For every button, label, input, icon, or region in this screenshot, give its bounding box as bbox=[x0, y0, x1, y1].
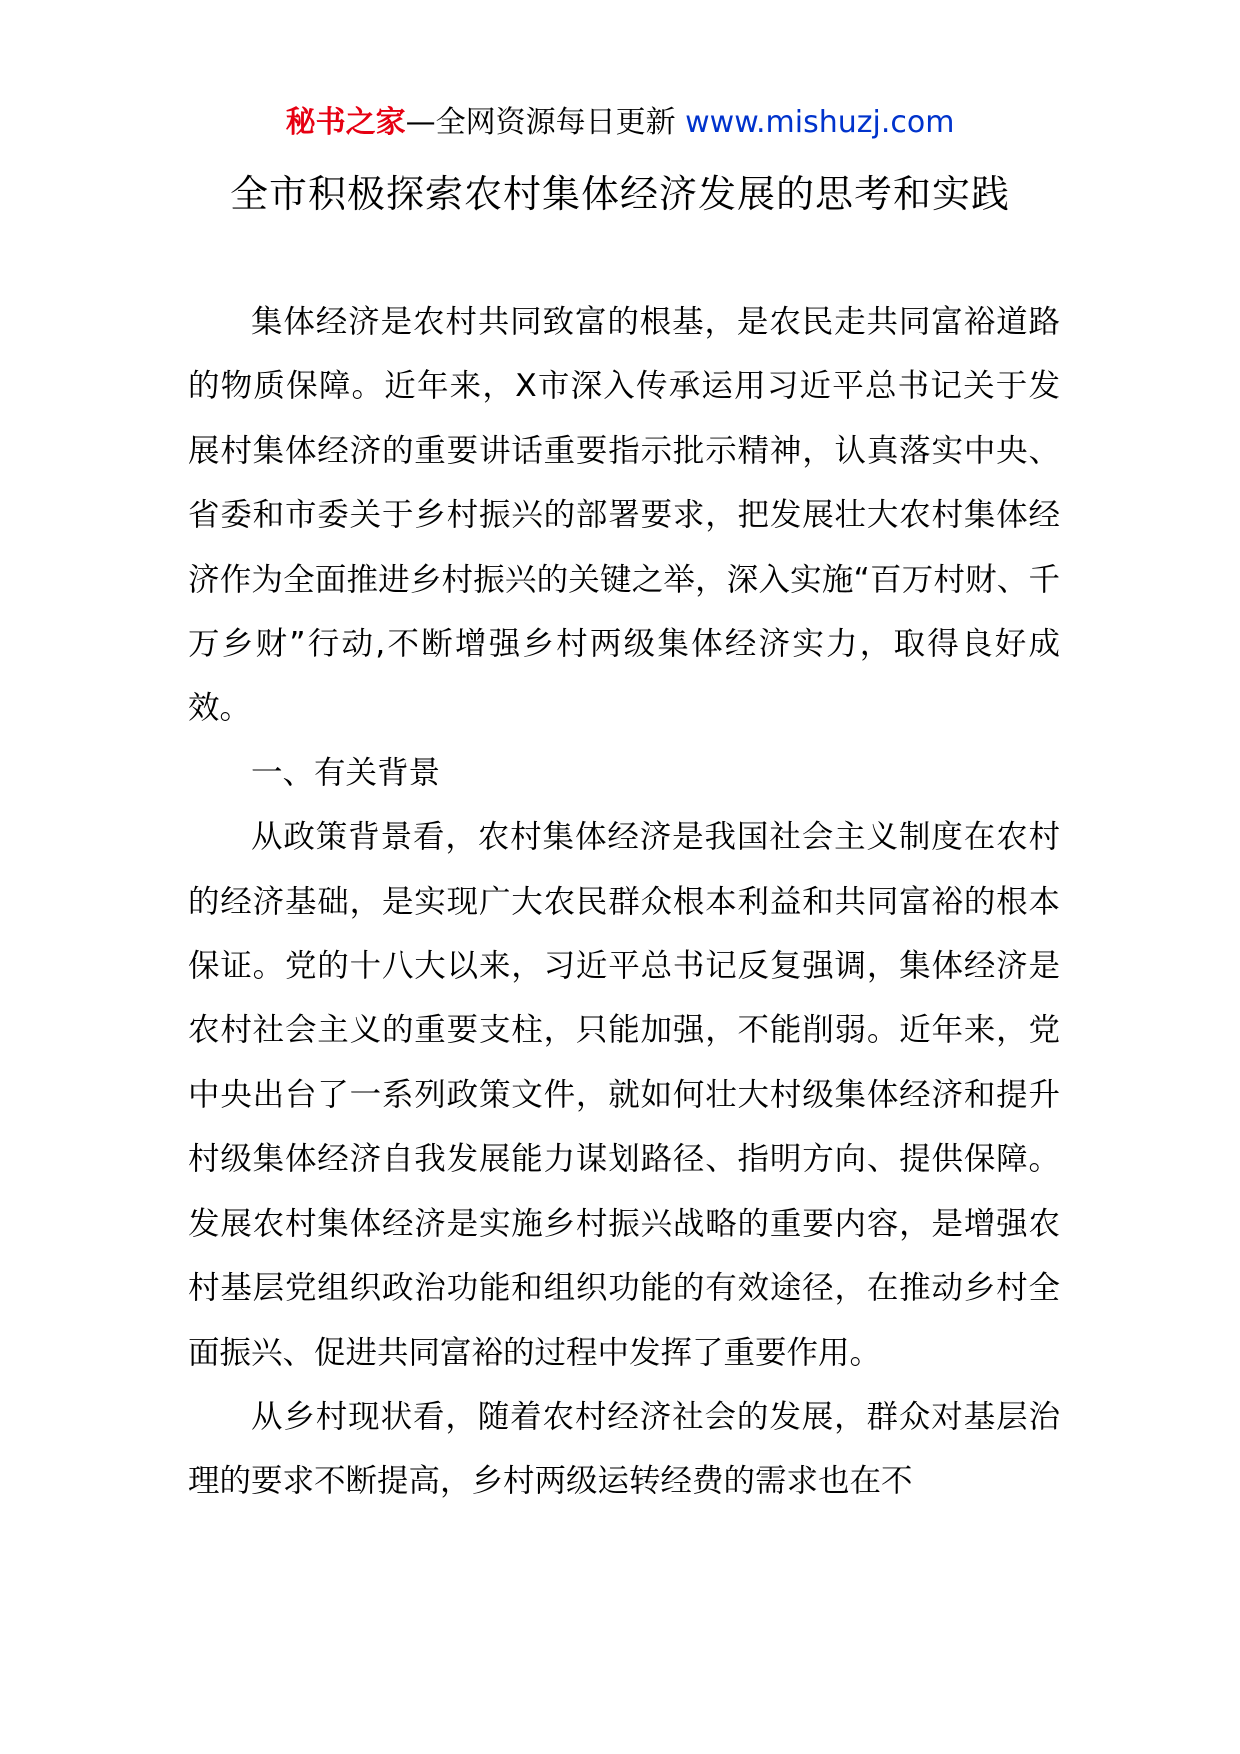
paragraph-intro: 集体经济是农村共同致富的根基，是农民走共同富裕道路的物质保障。近年来，X市深入传承运用习近平总书记关于发展村集体经济的重要讲话重要指示批示精神，认真落实中央、省委和市委关于乡村振兴的部署要求，把发展壮大农村集体经济作为全面推进乡村振兴的关键之举，深入实施“百万村财、千万乡财”行动,不断增强乡村两级集体经济实力，取得良好成效。 bbox=[188, 304, 1060, 727]
header-slogan: —全网资源每日更新 bbox=[405, 105, 676, 140]
paragraph-policy-background: 从政策背景看，农村集体经济是我国社会主义制度在农村的经济基础，是实现广大农民群众根本利益和共同富裕的根本保证。党的十八大以来，习近平总书记反复强调，集体经济是农村社会主义的重要支柱，只能加强，不能削弱。近年来，党中央出台了一系列政策文件，就如何壮大村级集体经济和提升村级集体经济自我发展能力谋划路径、指明方向、提供保障。发展农村集体经济是实施乡村振兴战略的重要内容，是增强农村基层党组织政治功能和组织功能的有效途径，在推动乡村全面振兴、促进共同富裕的过程中发挥了重要作用。 bbox=[188, 819, 1060, 1371]
site-url-link[interactable]: www.mishuzj.com bbox=[685, 105, 955, 140]
brand-name: 秘书之家 bbox=[285, 105, 406, 140]
paragraph-rural-status: 从乡村现状看，随着农村经济社会的发展，群众对基层治理的要求不断提高，乡村两级运转经费的需求也在不 bbox=[188, 1398, 1060, 1500]
document-body bbox=[188, 290, 1060, 1514]
site-header bbox=[0, 100, 1240, 146]
section-heading-background: 一、有关背景 bbox=[251, 754, 441, 791]
document-title: 全市积极探索农村集体经济发展的思考和实践 bbox=[229, 172, 1010, 216]
